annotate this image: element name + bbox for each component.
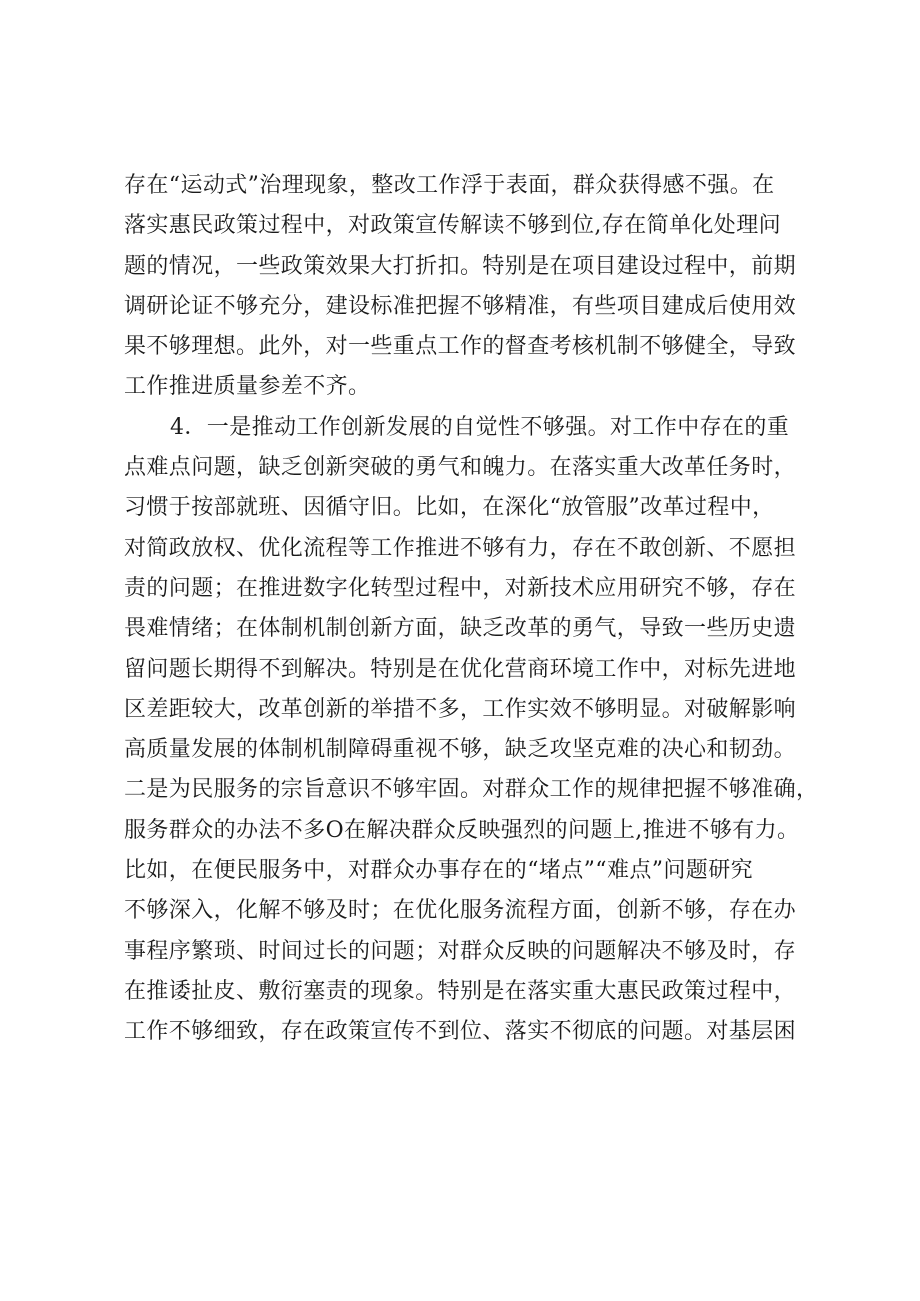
text-line: 点难点问题，缺乏创新突破的勇气和魄力。在落实重大改革任务时，: [124, 455, 797, 481]
text-line: 果不够理想。此外，对一些重点工作的督查考核机制不够健全，导致: [124, 334, 797, 360]
text-line: 比如，在便民服务中，对群众办事存在的“堵点”“难点”问题研究: [124, 858, 753, 884]
paragraph-start-line: 4．一是推动工作创新发展的自觉性不够强。对工作中存在的重: [170, 414, 790, 440]
text-line: 事程序繁琐、时间过长的问题；对群众反映的问题解决不够及时，存: [124, 938, 797, 964]
text-line: 工作推进质量参差不齐。: [124, 374, 371, 400]
text-line: 畏难情绪；在体制机制创新方面，缺乏改革的勇气，导致一些历史遗: [124, 616, 797, 642]
text-line: 对简政放权、优化流程等工作推进不够有力，存在不敢创新、不愿担: [124, 535, 797, 561]
text-line: 工作不够细致，存在政策宣传不到位、落实不彻底的问题。对基层困: [124, 1019, 797, 1045]
text-line: 二是为民服务的宗旨意识不够牢固。对群众工作的规律把握不够准确，: [124, 777, 819, 803]
text-line: 存在“运动式”治理现象，整改工作浮于表面，群众获得感不强。在: [124, 173, 775, 198]
text-line: 服务群众的办法不多O在解决群众反映强烈的问题上,推进不够有力。: [124, 817, 800, 843]
text-line: 落实惠民政策过程中，对政策宣传解读不够到位,存在简单化处理问: [124, 213, 781, 239]
text-line: 不够深入，化解不够及时；在优化服务流程方面，创新不够，存在办: [124, 898, 797, 924]
text-line: 题的情况，一些政策效果大打折扣。特别是在项目建设过程中，前期: [124, 253, 797, 279]
text-line: 高质量发展的体制机制障碍重视不够，缺乏攻坚克难的决心和韧劲。: [124, 737, 797, 763]
text-line: 留问题长期得不到解决。特别是在优化营商环境工作中，对标先进地: [124, 656, 797, 682]
document-body: [124, 166, 819, 1053]
text-line: 在推诿扯皮、敷衍塞责的现象。特别是在落实重大惠民政策过程中，: [124, 978, 797, 1004]
text-line: 调研论证不够充分，建设标准把握不够精准，有些项目建成后使用效: [124, 293, 797, 319]
text-line: 区差距较大，改革创新的举措不多，工作实效不够明显。对破解影响: [124, 696, 797, 722]
text-line: 责的问题；在推进数字化转型过程中，对新技术应用研究不够，存在: [124, 575, 797, 601]
text-line: 习惯于按部就班、因循守旧。比如，在深化“放管服”改革过程中，: [124, 495, 775, 521]
